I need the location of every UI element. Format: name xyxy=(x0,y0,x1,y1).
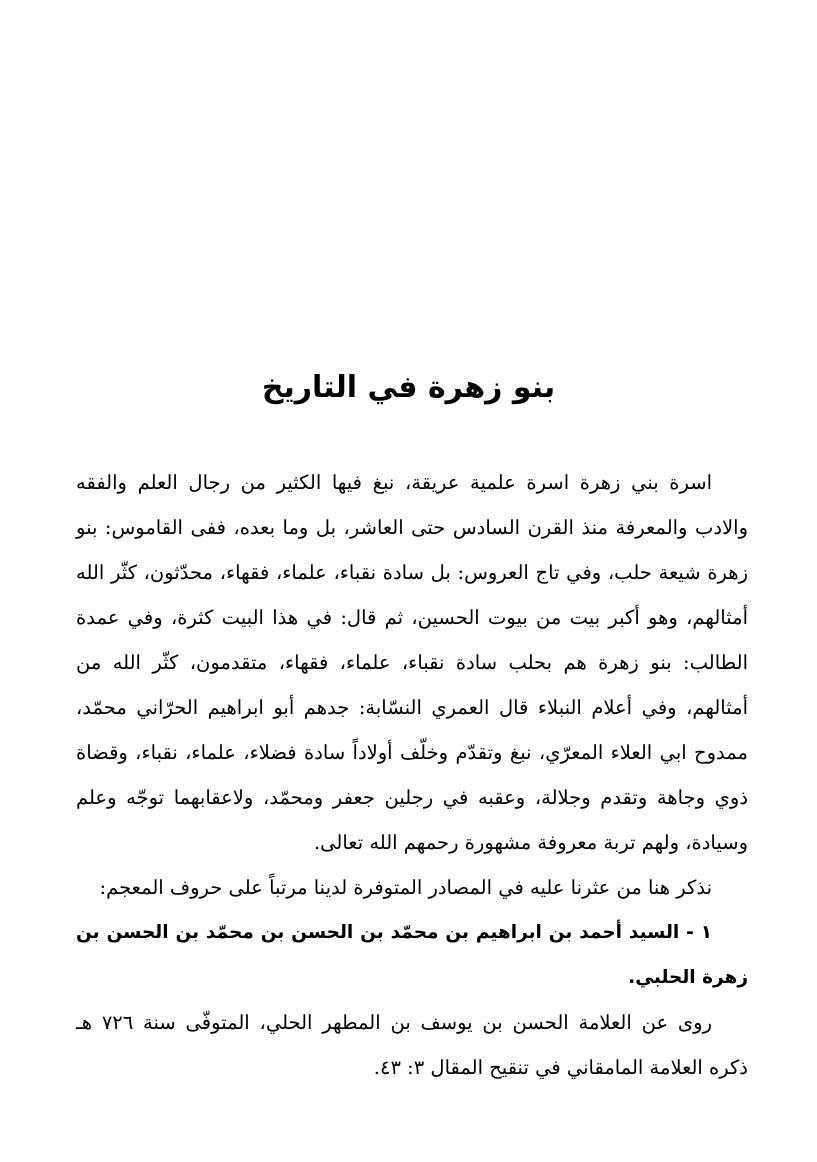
page-body xyxy=(76,460,748,1090)
page-title: بنو زهرة في التاريخ xyxy=(261,370,556,405)
entry-text: روى عن العلامة الحسن بن يوسف بن المطهر الحلي، المتوفّى سنة ٧٢٦ هـ ذكره العلامة المامقاني في تنقيح المقال ٣: ٤٣. xyxy=(76,1011,748,1079)
intro-paragraph: اسرة بني زهرة اسرة علمية عريقة، نبغ فيها الكثير من رجال العلم والفقه والادب والمعرفة منذ القرن السادس حتى العاشر، بل وما بعده، ففى القاموس: بنو زهرة شيعة حلب، وفي تاج العروس: بل سادة نقباء، علماء، فقهاء، محدّثون، كثّر الله أمثالهم، وهو أكبر بيت من بيوت الحسين، ثم قال: في هذا البيت كثرة، وفي عمدة الطالب: بنو زهرة هم بحلب سادة نقباء، علماء، فقهاء، متقدمون، كثّر الله من أمثالهم، وفي أعلام النبلاء قال العمري النسّابة: جدهم أبو ابراهيم الحرّاني محمّد، ممدوح ابي العلاء المعرّي، نبغ وتقدّم وخلّف أولاداً سادة فضلاء، علماء، نقباء، وقضاة ذوي وجاهة وتقدم وجلالة، وعقبه في رجلين جعفر ومحمّد، ولاعقابهما توجّه وعلم وسيادة، ولهم تربة معروفة مشهورة رحمهم الله تعالى. xyxy=(76,471,749,854)
entry-heading: ١ - السيد أحمد بن ابراهيم بن محمّد بن الحسن بن محمّد بن الحسن بن زهرة الحلبي. xyxy=(76,922,748,988)
list-intro-paragraph: نذكر هنا من عثرنا عليه في المصادر المتوفرة لدينا مرتباً على حروف المعجم: xyxy=(99,876,712,899)
